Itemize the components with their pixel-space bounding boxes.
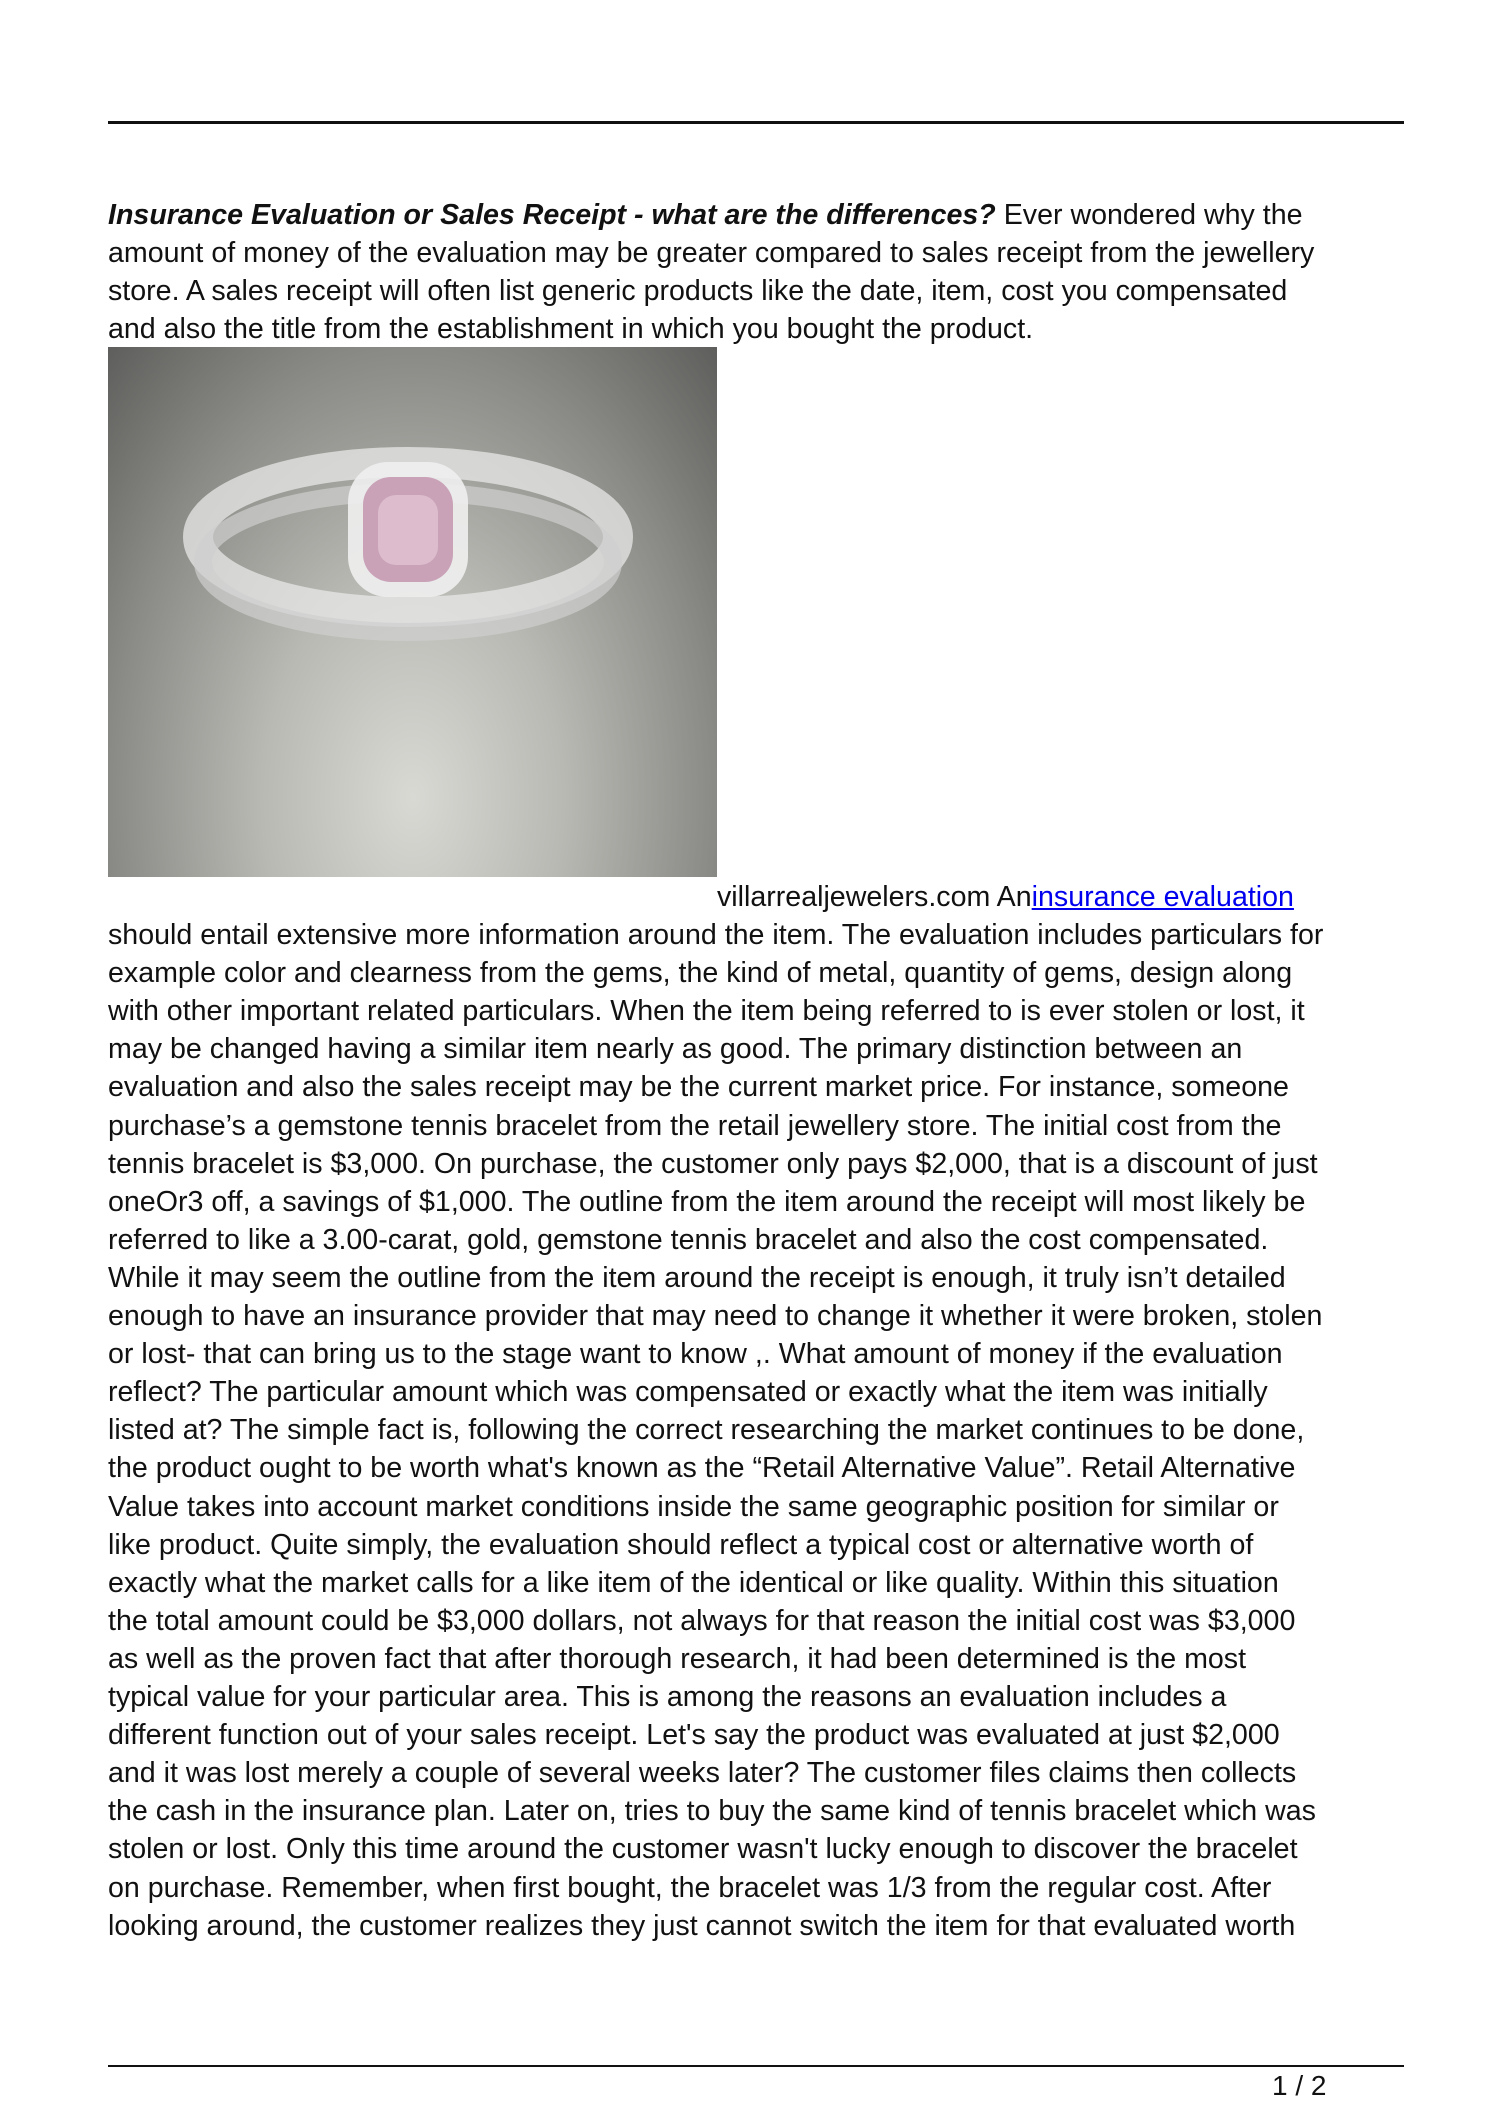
image-caption-line: villarrealjewelers.com Aninsurance evaluation: [717, 881, 1294, 913]
body-line: the cash in the insurance plan. Later on, tries to buy the same kind of tennis bracelet which was: [108, 1795, 1316, 1828]
body-line: may be changed having a similar item nearly as good. The primary distinction between an: [108, 1033, 1243, 1066]
body-line: example color and clearness from the gems, the kind of metal, quantity of gems, design along: [108, 957, 1293, 990]
intro-line: and also the title from the establishment in which you bought the product.: [108, 313, 1034, 345]
intro-line: Insurance Evaluation or Sales Receipt - what are the differences? Ever wondered why the: [108, 199, 1303, 231]
ring-photo: [108, 347, 717, 877]
body-line: purchase’s a gemstone tennis bracelet from the retail jewellery store. The initial cost from the: [108, 1109, 1282, 1142]
article-title: Insurance Evaluation or Sales Receipt - what are the differences?: [108, 199, 996, 231]
body-line: stolen or lost. Only this time around the customer wasn't lucky enough to discover the bracelet: [108, 1833, 1298, 1866]
intro-line: amount of money of the evaluation may be greater compared to sales receipt from the jewellery: [108, 237, 1315, 269]
body-line: Value takes into account market conditions inside the same geographic position for similar or: [108, 1490, 1279, 1523]
body-line: the product ought to be worth what's known as the “Retail Alternative Value”. Retail Alternative: [108, 1452, 1296, 1485]
body-line: or lost- that can bring us to the stage want to know ,. What amount of money if the evaluation: [108, 1338, 1283, 1371]
body-line: and it was lost merely a couple of several weeks later? The customer files claims then collects: [108, 1757, 1297, 1790]
body-line: typical value for your particular area. This is among the reasons an evaluation includes a: [108, 1681, 1227, 1713]
footer-rule: [108, 2065, 1404, 2067]
body-line: While it may seem the outline from the item around the receipt is enough, it truly isn’t detailed: [108, 1261, 1286, 1294]
body-line: with other important related particulars. When the item being referred to is ever stolen or lost, it: [108, 995, 1305, 1028]
body-line: exactly what the market calls for a like item of the identical or like quality. Within this situation: [108, 1566, 1279, 1599]
body-line: different function out of your sales receipt. Let's say the product was evaluated at just $2,000: [108, 1719, 1280, 1752]
body-line: enough to have an insurance provider that may need to change it whether it were broken, stolen: [108, 1300, 1323, 1332]
body-line: the total amount could be $3,000 dollars, not always for that reason the initial cost was $3,000: [108, 1604, 1296, 1637]
page-number: 1 / 2: [1272, 2070, 1327, 2101]
body-line: referred to like a 3.00-carat, gold, gemstone tennis bracelet and also the cost compensated.: [108, 1223, 1269, 1256]
body-line: oneOr3 off, a savings of $1,000. The outline from the item around the receipt will most likely be: [108, 1185, 1306, 1218]
body-line: like product. Quite simply, the evaluation should reflect a typical cost or alternative worth of: [108, 1528, 1254, 1561]
body-line: reflect? The particular amount which was compensated or exactly what the item was initially: [108, 1376, 1268, 1409]
body-line: as well as the proven fact that after thorough research, it had been determined is the most: [108, 1642, 1247, 1675]
body-line: listed at? The simple fact is, following the correct researching the market continues to be done,: [108, 1414, 1305, 1447]
body-line: should entail extensive more information around the item. The evaluation includes particulars for: [108, 919, 1324, 951]
body-line: tennis bracelet is $3,000. On purchase, the customer only pays $2,000, that is a discount of just: [108, 1147, 1318, 1180]
intro-line: store. A sales receipt will often list generic products like the date, item, cost you compensated: [108, 275, 1288, 307]
body-line: evaluation and also the sales receipt may be the current market price. For instance, someone: [108, 1071, 1289, 1104]
body-line: on purchase. Remember, when first bought, the bracelet was 1/3 from the regular cost. After: [108, 1871, 1272, 1904]
header-rule: [108, 121, 1404, 124]
body-line: looking around, the customer realizes they just cannot switch the item for that evaluated worth: [108, 1909, 1296, 1942]
insurance-evaluation-link[interactable]: insurance evaluation: [1031, 881, 1294, 913]
